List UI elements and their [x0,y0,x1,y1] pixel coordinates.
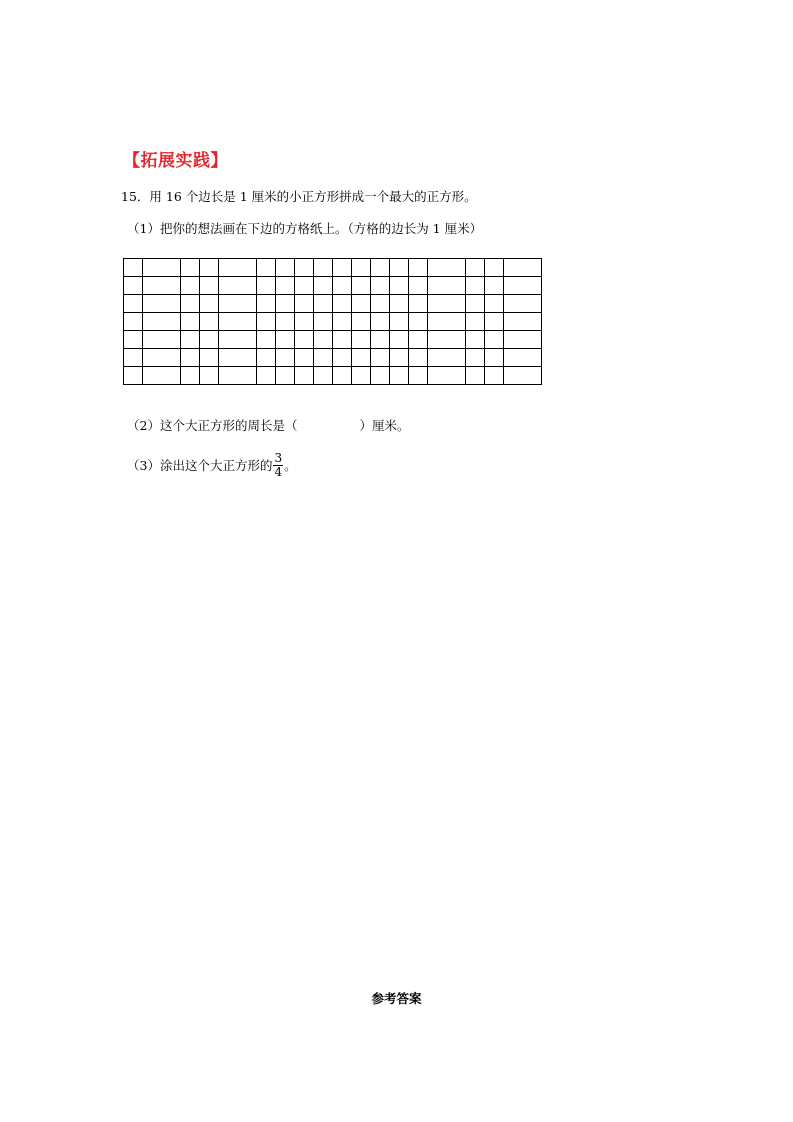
grid-cell[interactable] [276,331,295,349]
grid-cell[interactable] [390,313,409,331]
grid-cell[interactable] [466,367,485,385]
grid-cell[interactable] [485,367,504,385]
grid-cell[interactable] [504,259,542,277]
grid-cell[interactable] [371,313,390,331]
grid-cell[interactable] [181,313,200,331]
grid-cell[interactable] [333,367,352,385]
grid-cell[interactable] [181,295,200,313]
grid-cell[interactable] [219,331,257,349]
grid-cell[interactable] [200,349,219,367]
grid-cell[interactable] [504,367,542,385]
grid-cell[interactable] [124,349,143,367]
question-15-stem: 15．用 16 个边长是 1 厘米的小正方形拼成一个最大的正方形。 [121,189,477,204]
grid-cell[interactable] [333,277,352,295]
grid-cell[interactable] [485,295,504,313]
grid-cell[interactable] [143,349,181,367]
grid-cell[interactable] [276,313,295,331]
grid-cell[interactable] [143,313,181,331]
grid-cell[interactable] [295,331,314,349]
grid-cell[interactable] [124,331,143,349]
grid-cell[interactable] [409,277,428,295]
grid-cell[interactable] [314,313,333,331]
part-3-text-after: 。 [284,458,297,473]
grid-cell[interactable] [257,367,276,385]
grid-cell[interactable] [124,259,143,277]
grid-cell[interactable] [219,277,257,295]
grid-cell[interactable] [295,277,314,295]
grid-row [124,259,542,277]
grid-cell[interactable] [200,259,219,277]
grid-cell[interactable] [485,313,504,331]
grid-cell[interactable] [466,313,485,331]
grid-cell[interactable] [371,367,390,385]
grid-row [124,313,542,331]
fraction-three-quarters [273,452,283,479]
grid-cell[interactable] [409,331,428,349]
grid-cell[interactable] [276,367,295,385]
grid-cell[interactable] [504,313,542,331]
grid-cell[interactable] [276,295,295,313]
grid-cell[interactable] [257,313,276,331]
grid-cell[interactable] [428,277,466,295]
grid-cell[interactable] [257,295,276,313]
grid-cell[interactable] [466,331,485,349]
grid-cell[interactable] [200,367,219,385]
grid-cell[interactable] [219,259,257,277]
grid-cell[interactable] [371,331,390,349]
grid-cell[interactable] [352,367,371,385]
grid-cell[interactable] [352,277,371,295]
grid-cell[interactable] [219,295,257,313]
grid-cell[interactable] [143,367,181,385]
grid-cell[interactable] [333,295,352,313]
grid-cell[interactable] [504,349,542,367]
grid-cell[interactable] [428,295,466,313]
grid-cell[interactable] [200,313,219,331]
grid-cell[interactable] [295,367,314,385]
question-15-part-2 [127,416,409,434]
grid-cell[interactable] [485,349,504,367]
grid-cell[interactable] [409,259,428,277]
grid-cell[interactable] [219,313,257,331]
grid-cell[interactable] [352,331,371,349]
grid-cell[interactable] [390,295,409,313]
grid-row [124,367,542,385]
grid-cell[interactable] [485,277,504,295]
grid-row [124,277,542,295]
grid-cell[interactable] [295,313,314,331]
grid-cell[interactable] [504,331,542,349]
grid-cell[interactable] [295,295,314,313]
grid-cell[interactable] [181,367,200,385]
grid-cell[interactable] [352,259,371,277]
grid-cell[interactable] [143,277,181,295]
grid-cell[interactable] [333,259,352,277]
grid-cell[interactable] [390,349,409,367]
question-15-part-3 [127,453,297,480]
grid-cell[interactable] [124,313,143,331]
grid-cell[interactable] [181,331,200,349]
grid-cell[interactable] [257,259,276,277]
grid-row [124,331,542,349]
grid-cell[interactable] [428,367,466,385]
grid-cell[interactable] [181,277,200,295]
grid-cell[interactable] [219,367,257,385]
grid-cell[interactable] [314,367,333,385]
grid-cell[interactable] [390,277,409,295]
grid-cell[interactable] [333,331,352,349]
grid-cell[interactable] [276,349,295,367]
grid-cell[interactable] [295,259,314,277]
answer-heading: 参考答案 [371,991,422,1006]
part-3-text-before: （3）涂出这个大正方形的 [127,458,273,473]
part-2-text-before: （2）这个大正方形的周长是（ [127,418,298,433]
grid-cell[interactable] [390,367,409,385]
grid-cell[interactable] [352,295,371,313]
grid-cell[interactable] [504,277,542,295]
grid-cell[interactable] [352,313,371,331]
grid-cell[interactable] [257,277,276,295]
grid-row [124,295,542,313]
grid-cell[interactable] [333,349,352,367]
grid-cell[interactable] [371,349,390,367]
grid-cell[interactable] [314,277,333,295]
grid-cell[interactable] [181,349,200,367]
part-2-text-after: ）厘米。 [359,418,410,433]
grid-cell[interactable] [504,295,542,313]
grid-cell[interactable] [485,259,504,277]
fraction-denominator: 4 [274,465,283,479]
grid-paper [123,258,542,385]
grid-cell[interactable] [314,295,333,313]
grid-cell[interactable] [200,295,219,313]
grid-cell[interactable] [276,259,295,277]
grid-cell[interactable] [371,277,390,295]
grid-cell[interactable] [200,331,219,349]
grid-cell[interactable] [428,331,466,349]
question-15-part-1: （1）把你的想法画在下边的方格纸上。（方格的边长为 1 厘米） [127,221,483,236]
grid-cell[interactable] [295,349,314,367]
grid-cell[interactable] [371,259,390,277]
grid-cell[interactable] [257,349,276,367]
grid-cell[interactable] [314,349,333,367]
grid-cell[interactable] [428,313,466,331]
grid-cell[interactable] [466,295,485,313]
grid-cell[interactable] [219,349,257,367]
grid-cell[interactable] [276,277,295,295]
grid-cell[interactable] [409,295,428,313]
grid-cell[interactable] [371,295,390,313]
grid-cell[interactable] [485,331,504,349]
grid-cell[interactable] [428,349,466,367]
grid-cell[interactable] [143,331,181,349]
grid-cell[interactable] [181,259,200,277]
grid-cell[interactable] [466,277,485,295]
grid-cell[interactable] [428,259,466,277]
grid-cell[interactable] [390,331,409,349]
grid-cell[interactable] [143,295,181,313]
grid-cell[interactable] [466,259,485,277]
grid-cell[interactable] [466,349,485,367]
grid-row [124,349,542,367]
grid-cell[interactable] [314,331,333,349]
fraction-numerator: 3 [274,451,283,465]
grid-cell[interactable] [352,349,371,367]
grid-cell[interactable] [124,277,143,295]
grid-cell[interactable] [200,277,219,295]
grid-cell[interactable] [124,367,143,385]
grid-cell[interactable] [124,295,143,313]
grid-cell[interactable] [409,349,428,367]
section-heading: 【拓展实践】 [123,151,228,171]
grid-cell[interactable] [314,259,333,277]
grid-cell[interactable] [333,313,352,331]
grid-cell[interactable] [257,331,276,349]
grid-cell[interactable] [409,313,428,331]
grid-cell[interactable] [143,259,181,277]
grid-cell[interactable] [390,259,409,277]
grid-cell[interactable] [409,367,428,385]
